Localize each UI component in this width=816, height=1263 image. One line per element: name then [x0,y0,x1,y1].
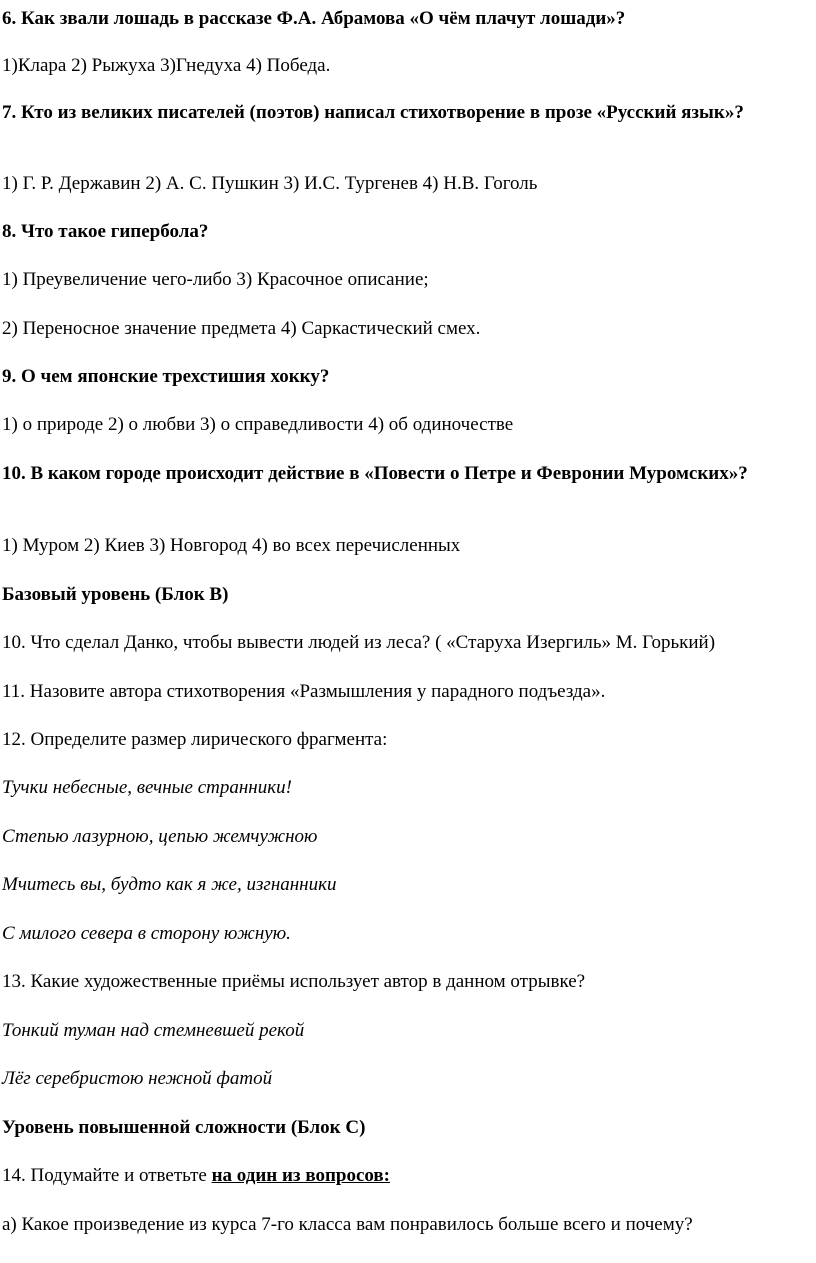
question-8: 8. Что такое гипербола? [2,221,209,242]
block-c-heading: Уровень повышенной сложности (Блок С) [2,1117,366,1138]
block-b-heading: Базовый уровень (Блок В) [2,584,229,605]
question-7-options: 1) Г. Р. Державин 2) А. С. Пушкин 3) И.С. Тургенев 4) Н.В. Гоголь [2,173,538,194]
question-10-a: 10. В каком городе происходит действие в «Повести о Петре и Февронии Муромских»? [2,463,748,484]
question-8-option-line-1: 1) Преувеличение чего-либо 3) Красочное описание; [2,269,429,290]
question-7: 7. Кто из великих писателей (поэтов) написал стихотворение в прозе «Русский язык»? [2,102,744,123]
poem-1-line-4: С милого севера в сторону южную. [2,923,291,944]
question-14-emphasis: на один из вопросов: [211,1165,391,1186]
poem-2-line-2: Лёг серебристою нежной фатой [2,1068,273,1089]
block-b-question-12: 12. Определите размер лирического фрагмента: [2,729,388,750]
question-14-text: 14. Подумайте и ответьте [2,1165,212,1186]
question-9: 9. О чем японские трехстишия хокку? [2,366,330,387]
poem-2-line-1: Тонкий туман над стемневшей рекой [2,1020,305,1041]
poem-1-line-1: Тучки небесные, вечные странники! [2,777,292,798]
question-6-options: 1)Клара 2) Рыжуха 3)Гнедуха 4) Победа. [2,55,331,76]
question-8-option-line-2: 2) Переносное значение предмета 4) Саркастический смех. [2,318,481,339]
block-b-question-13: 13. Какие художественные приёмы использует автор в данном отрывке? [2,971,586,992]
poem-1-line-3: Мчитесь вы, будто как я же, изгнанники [2,874,337,895]
question-10-a-options: 1) Муром 2) Киев 3) Новгород 4) во всех перечисленных [2,535,461,556]
block-b-question-10: 10. Что сделал Данко, чтобы вывести людей из леса? ( «Старуха Изергиль» М. Горький) [2,632,716,653]
poem-1-line-2: Степью лазурною, цепью жемчужною [2,826,318,847]
question-14-option-a: а) Какое произведение из курса 7-го класса вам понравилось больше всего и почему? [2,1214,693,1235]
question-9-options: 1) о природе 2) о любви 3) о справедливости 4) об одиночестве [2,414,514,435]
block-c-question-14 [2,1165,810,1187]
question-6: 6. Как звали лошадь в рассказе Ф.А. Абрамова «О чём плачут лошади»? [2,8,626,29]
block-b-question-11: 11. Назовите автора стихотворения «Размышления у парадного подъезда». [2,681,606,702]
